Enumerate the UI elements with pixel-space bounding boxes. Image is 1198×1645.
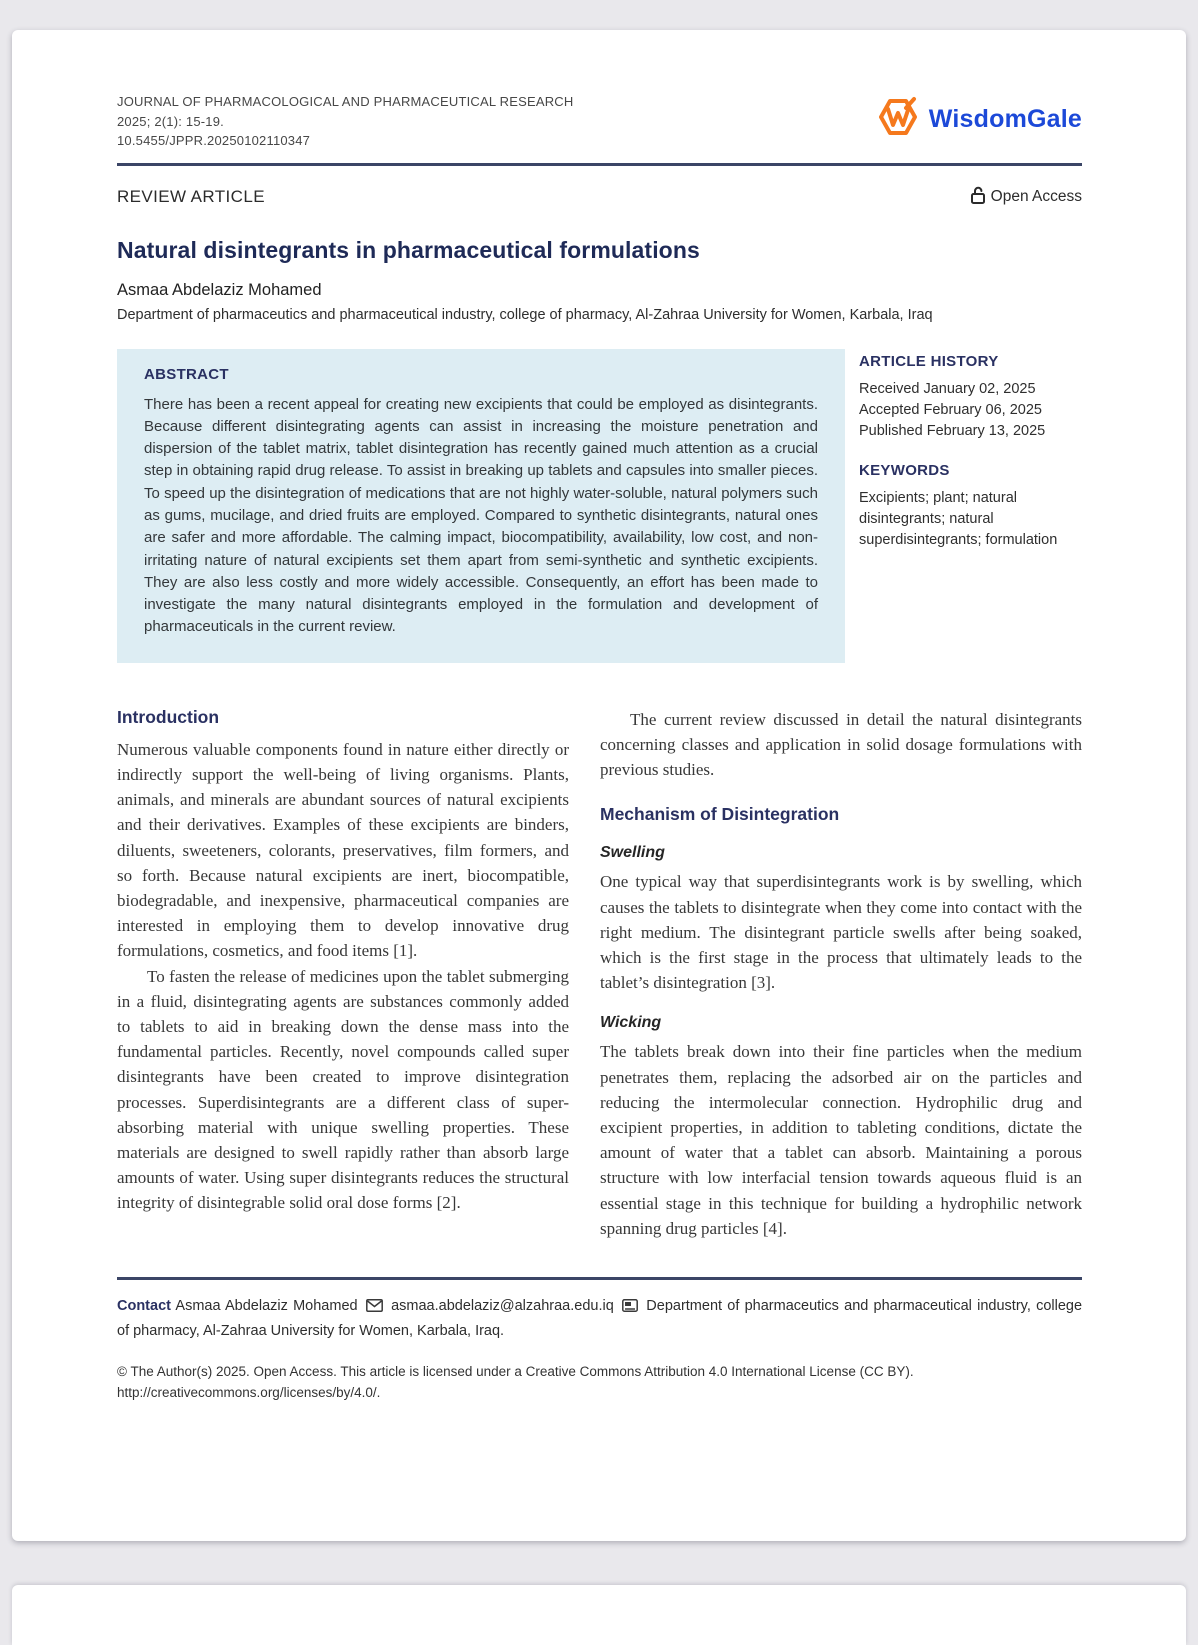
introduction-paragraph-2: To fasten the release of medicines upon the tablet submerging in a fluid, disintegrating agents are substances commonly added to tablets to aid in breaking down the dense mass into the fundamental particles. Recently, novel compounds called super disintegrants have been created to improve disintegration processes. Superdisintegrants are a different class of super-absorbing material with unique swelling properties. These materials are designed to swell rapidly rather than absorb large amounts of water. Using super disintegrants reduces the structural integrity of disintegrable solid oral dose forms [2].	[117, 966, 569, 1213]
article-page	[12, 30, 1186, 1541]
article-body	[117, 707, 1082, 1241]
abstract-text: There has been a recent appeal for creating new excipients that could be employed as disintegrants. Because different disintegrating agents can assist in increasing the moisture penetration and dispersion of the tablet matrix, tablet disintegration has recently gained much attention as a crucial step in obtaining rapid drug release. To assist in breaking up tablets and capsules into smaller pieces. To speed up the disintegration of medications that are not highly water-soluble, natural polymers such as gums, mucilage, and dried fruits are employed. Compared to synthetic disintegrants, natural ones are safer and more affordable. The calming impact, biocompatibility, availability, low cost, and non-irritating nature of natural excipients set them apart from semi-synthetic and synthetic excipients. They are also less costly and more widely accessible. Consequently, an effort has been made to investigate the many natural disintegrants employed in the formulation and development of pharmaceuticals in the current review.	[144, 395, 818, 636]
abstract-heading: ABSTRACT	[144, 365, 229, 383]
body-column-left	[117, 707, 569, 1241]
journal-name: JOURNAL OF PHARMACOLOGICAL AND PHARMACEUTICAL RESEARCH	[117, 94, 574, 109]
history-accepted: Accepted February 06, 2025	[859, 401, 1042, 418]
next-page-preview	[12, 1585, 1186, 1645]
keywords-heading: KEYWORDS	[859, 461, 950, 479]
contact-label: Contact	[117, 1298, 171, 1315]
article-title: Natural disintegrants in pharmaceutical formulations	[117, 236, 700, 263]
journal-citation: 2025; 2(1): 15-19.	[117, 113, 224, 129]
article-history-heading: ARTICLE HISTORY	[859, 352, 999, 370]
mechanism-heading: Mechanism of Disintegration	[600, 804, 840, 825]
contact-name: Asmaa Abdelaziz Mohamed	[175, 1298, 358, 1315]
page-header	[117, 92, 1082, 151]
introduction-heading: Introduction	[117, 706, 220, 727]
department-icon	[622, 1297, 638, 1320]
swelling-subheading: Swelling	[600, 844, 665, 862]
logo-wordmark: WisdomGale	[928, 105, 1082, 133]
article-type-label: REVIEW ARTICLE	[117, 187, 265, 206]
open-access-badge	[971, 186, 1082, 209]
contact-line	[117, 1295, 1082, 1343]
history-published: Published February 13, 2025	[859, 422, 1046, 439]
article-type-row	[117, 186, 1082, 209]
journal-doi: 10.5455/JPPR.20250102110347	[117, 133, 311, 148]
header-divider	[117, 163, 1082, 166]
introduction-paragraph-1: Numerous valuable components found in nature either directly or indirectly support the well-being of living organisms. Plants, animals, and minerals are abundant sources of natural excipients and their derivatives. Examples of these excipients are binders, diluents, sweeteners, colorants, preservatives, film formers, and so forth. Because natural excipients are inert, biocompatible, biodegradable, and inexpensive, pharmaceutical companies are interested in employing them to develop innovative drug formulations, cosmetics, and food items [1].	[117, 739, 569, 961]
history-received: Received January 02, 2025	[859, 380, 1036, 397]
keywords-block	[859, 462, 1082, 551]
open-access-label: Open Access	[990, 188, 1082, 205]
contact-email-link[interactable]: asmaa.abdelaziz@alzahraa.edu.iq	[391, 1298, 614, 1315]
journal-meta	[117, 92, 574, 151]
keywords-text: Excipients; plant; natural disintegrants; natural superdisintegrants; formulation	[859, 489, 1058, 548]
contact-affiliation: Department of pharmaceutics and pharmaceutical industry, college of pharmacy, Al-Zahraa University for Women, Karbala, Iraq.	[117, 1298, 1083, 1340]
wisdomgale-logo	[876, 94, 1082, 145]
abstract-section	[117, 349, 1082, 663]
copyright-block	[117, 1361, 1082, 1403]
body-column-right	[600, 707, 1082, 1241]
wisdomgale-hexagon-icon	[876, 94, 922, 145]
envelope-icon	[366, 1297, 383, 1320]
author-name: Asmaa Abdelaziz Mohamed	[117, 280, 322, 299]
author-affiliation: Department of pharmaceutics and pharmaceutical industry, college of pharmacy, Al-Zahraa University for Women, Karbala, Iraq	[117, 306, 933, 323]
open-lock-icon	[971, 186, 985, 209]
swelling-paragraph: One typical way that superdisintegrants work is by swelling, which causes the tablets to disintegrate when they come into contact with the right medium. The disintegrant particle swells after being soaked, which is the first stage in the process that ultimately leads to the tablet’s disintegration [3].	[600, 872, 1082, 993]
wicking-paragraph: The tablets break down into their fine particles when the medium penetrates them, replacing the adsorbed air on the particles and reducing the intermolecular connection. Hydrophilic drug and excipient properties, in addition to tableting conditions, dictate the amount of water that a tablet can absorb. Maintaining a porous structure with low interfacial tension towards aqueous fluid is an essential stage in this technique for building a hydrophilic network spanning drug particles [4].	[600, 1042, 1082, 1238]
copyright-text: © The Author(s) 2025. Open Access. This article is licensed under a Creative Commons Attribution 4.0 International License (CC BY).	[117, 1364, 914, 1380]
article-info-sidebar	[859, 349, 1082, 663]
overview-paragraph: The current review discussed in detail the natural disintegrants concerning classes and application in solid dosage formulations with previous studies.	[600, 709, 1082, 780]
wicking-subheading: Wicking	[600, 1014, 662, 1032]
abstract-box	[117, 349, 845, 663]
footer-divider	[117, 1277, 1082, 1280]
license-url-link[interactable]: http://creativecommons.org/licenses/by/4.0/.	[117, 1385, 381, 1401]
